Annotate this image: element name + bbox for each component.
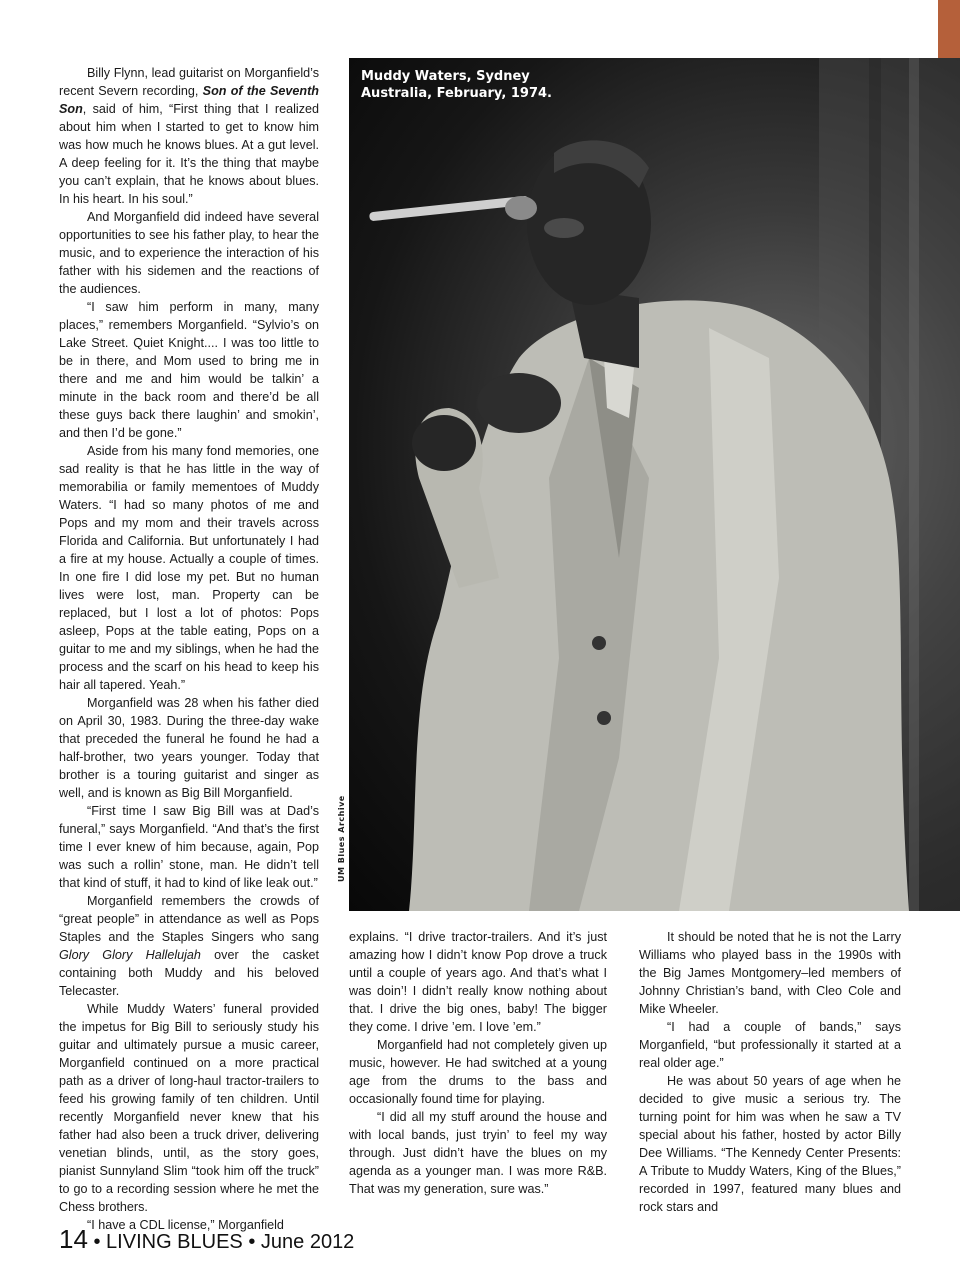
page-tab-accent — [938, 0, 960, 58]
paragraph — [639, 928, 901, 1018]
paragraph — [639, 1072, 901, 1216]
paragraph-text: And Morganfield did indeed have several opportunities to see his father play, to hear the music, and to experience the interaction of his father with his sidemen and the reactions of the audiences. — [59, 210, 319, 296]
paragraph — [59, 442, 319, 694]
paragraph-text: , said of him, “First thing that I realized about him when I started to get to know him was how much he knows blues. At a gut level. A deep feeling for it. It’s the thing that maybe you can’t explain, that he knows about blues. In his heart. In his soul.” — [59, 102, 319, 206]
paragraph-text: explains. “I drive tractor-trailers. And it’s just amazing how I didn’t know Pop drove a truck until a couple of years ago. And that’s what I was doin’! I didn’t really know nothing about that. I drive the big ones, baby! The bigger they come. I drive ’em. I love ’em.” — [349, 930, 607, 1034]
singer-silhouette — [349, 58, 960, 911]
caption-line-1: Muddy Waters, Sydney — [361, 69, 530, 84]
folio-separator: • — [242, 1231, 261, 1253]
paragraph-text: “I did all my stuff around the house and with local bands, just tryin’ to feel my way through. Just didn’t have the blues on my agenda as a younger man. I was more R&B. That was my generation, sure was.” — [349, 1110, 607, 1196]
paragraph — [59, 64, 319, 208]
muddy-waters-photo — [349, 58, 960, 911]
photo-credit: UM Blues Archive — [337, 795, 346, 882]
article-column-left — [59, 64, 319, 1234]
paragraph — [59, 694, 319, 802]
paragraph-text: Billy Flynn, lead guitarist on Morganfield’s recent Severn recording, — [59, 66, 319, 98]
photo-caption — [361, 68, 581, 102]
paragraph — [639, 1018, 901, 1072]
paragraph — [349, 1036, 607, 1108]
paragraph — [59, 892, 319, 1000]
paragraph — [59, 298, 319, 442]
paragraph — [59, 802, 319, 892]
paragraph-text: “I have a CDL license,” Morganfield — [87, 1218, 284, 1232]
italic-title: Son of the Seventh Son — [59, 84, 319, 116]
paragraph-text: over the casket containing both Muddy and his beloved Telecaster. — [59, 948, 320, 998]
paragraph-text: Aside from his many fond memories, one sad reality is that he has little in the way of memorabilia or family mementoes of Muddy Waters. “I had so many photos of me and Pops and my mom and their travels across Florida and California. But unfortunately I had a fire at my house. Actually a couple of times. In one fire I did lose my pet. But no human lives were lost, man. Property can be replaced, but I lost a lot of photos: Pops asleep, Pops at the table eating, Pops on a guitar to me and my siblings, when he had the process and the scarf on his head to keep his hair all tapered. Yeah.” — [59, 444, 319, 692]
article-column-right — [639, 928, 901, 1216]
paragraph-text: Morganfield had not completely given up music, however. He had switched at a young age from the drums to the bass and occasionally found time for playing. — [349, 1038, 607, 1106]
paragraph-text: It should be noted that he is not the Larry Williams who played bass in the 1990s with the Big James Montgomery–led members of Johnny Christian’s band, with Cleo Cole and Mike Wheeler. — [639, 930, 901, 1016]
issue-date: June 2012 — [260, 1231, 355, 1253]
page-number: 14 — [59, 1224, 88, 1254]
paragraph-text: He was about 50 years of age when he decided to give music a serious try. The turning point for him was when he saw a TV special about his father, hosted by actor Billy Dee Williams. “The Kennedy Center Presents: A Tribute to Muddy Waters, King of the Blues,” recorded in 1997, featured many blues and rock stars and — [639, 1074, 901, 1214]
paragraph-text: “First time I saw Big Bill was at Dad’s funeral,” says Morganfield. “And that’s the first time I ever knew of him because, again, Pop was such a rollin’ stone, man. He didn’t tell that kind of stuff, it had to kind of like leak out.” — [59, 804, 319, 890]
paragraph-text: “I saw him perform in many, many places,” remembers Morganfield. “Sylvio’s on Lake Street. Quiet Knight.... I was too little to be in there, and Mom used to bring me in there and me and him would be talkin’ a minute in the back room and there’d be all these guys back there laughin’ and smokin’, and then I’d be gone.” — [59, 300, 319, 440]
article-column-middle — [349, 928, 607, 1198]
paragraph — [349, 1108, 607, 1198]
paragraph-text: “I had a couple of bands,” says Morganfield, “but professionally it started at a real older age.” — [639, 1020, 901, 1070]
caption-line-2: Australia, February, 1974. — [361, 86, 552, 101]
folio-separator: • — [87, 1231, 107, 1253]
page-folio — [59, 1224, 354, 1255]
italic-title: Glory Glory Hallelujah — [59, 948, 201, 962]
magazine-name: LIVING BLUES — [106, 1231, 243, 1253]
paragraph-text: Morganfield was 28 when his father died on April 30, 1983. During the three-day wake that preceded the funeral he found he had a half-brother, two years younger. Today that brother is a touring guitarist and singer as well, and is known as Big Bill Morganfield. — [59, 696, 319, 800]
paragraph — [59, 1000, 319, 1216]
paragraph — [349, 928, 607, 1036]
paragraph — [59, 208, 319, 298]
paragraph-text: While Muddy Waters’ funeral provided the impetus for Big Bill to seriously study his guitar and ultimately pursue a music career, Morganfield continued on a more practical path as a driver of long-haul tractor-trailers to feed his growing family of ten children. Until recently Morganfield never knew that his father had also been a truck driver, delivering venetian blinds, until, as the story goes, pianist Sunnyland Slim “took him off the truck” to go to a recording session where he met the Chess brothers. — [59, 1002, 319, 1214]
paragraph-text: Morganfield remembers the crowds of “great people” in attendance as well as Pops Staples and the Staples Singers who sang — [59, 894, 319, 944]
